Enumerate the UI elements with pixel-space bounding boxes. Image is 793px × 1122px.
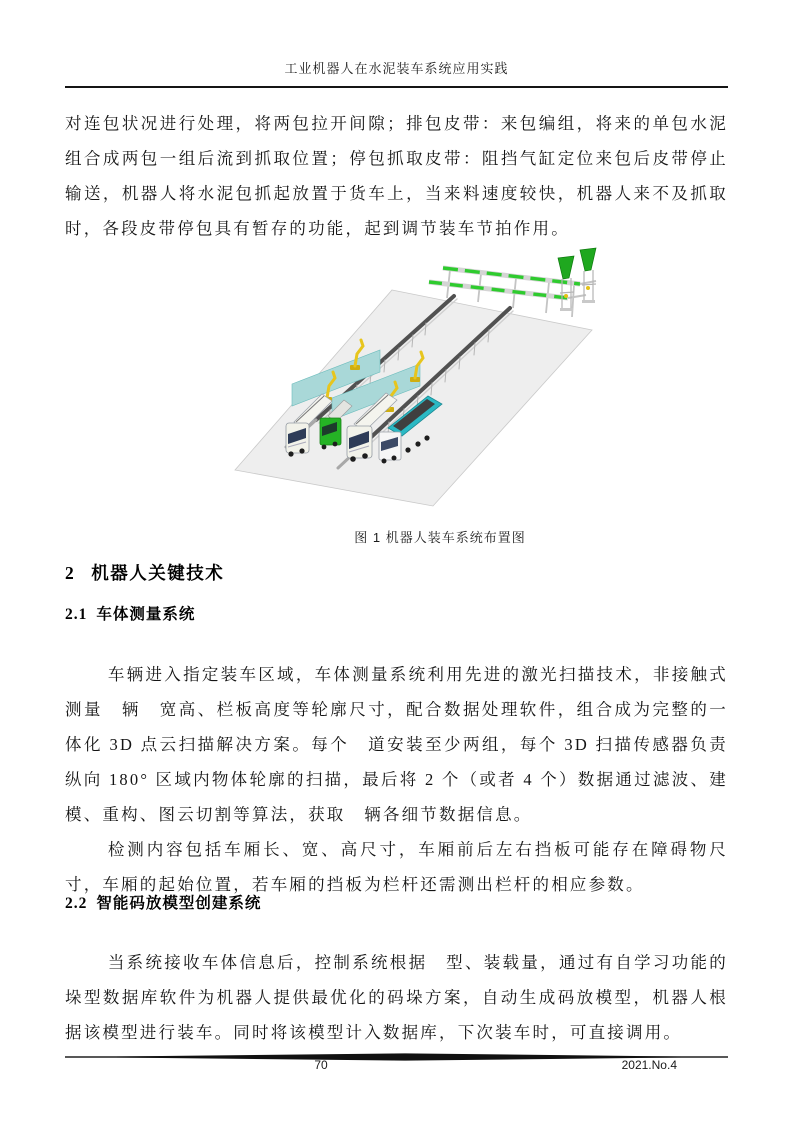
issue-label: 2021.No.4 (621, 1058, 677, 1072)
figure-caption: 图 1 机器人装车系统布置图 (354, 530, 526, 545)
page-number: 70 (314, 1058, 328, 1072)
header-rule (65, 86, 728, 88)
subsection-number: 2.2 (65, 895, 88, 912)
section-heading-2 (65, 560, 224, 585)
footer-rule (65, 1048, 728, 1056)
subsection-title: 智能码放模型创建系统 (96, 895, 262, 912)
figure-image (230, 238, 650, 510)
subsection-heading-2-1 (65, 602, 195, 624)
subsection-heading-2-2 (65, 891, 261, 913)
running-header-title: 工业机器人在水泥装车系统应用实践 (284, 61, 509, 76)
section-2-2-paragraph-1: 当系统接收车体信息后，控制系统根据 型、装载量，通过有自学习功能的垛型数据库软件为机器人提供最优化的码垛方案，自动生成码放模型，机器人根据该模型进行装车。同时将该模型计入数据库，下次装车时，可直接调用。 (65, 952, 728, 1042)
subsection-title: 车体测量系统 (96, 606, 196, 623)
section-title: 机器人关键技术 (91, 563, 225, 583)
section-number: 2 (65, 563, 76, 583)
section-2-1-paragraph-1: 车辆进入指定装车区域，车体测量系统利用先进的激光扫描技术，非接触式测量 辆 宽高、栏板高度等轮廓尺寸，配合数据处理软件，组合成为完整的一体化 3D 点云扫描解决方案。每个 道安装至少两组，每个 3D 扫描传感器负责纵向 180° 区域内物体轮廓的扫描，最后将 2 个（或者 4 个）数据通过滤波、建模、重构、图云切割等算法，获取 辆各细节数据信息。 (65, 664, 728, 824)
figure-robot-loading-system (230, 238, 650, 510)
intro-paragraph: 对连包状况进行处理，将两包拉开间隙；排包皮带：来包编组，将来的单包水泥组合成两包一组后流到抓取位置；停包抓取皮带：阻挡气缸定位来包后皮带停止输送，机器人将水泥包抓起放置于货车上，当来料速度较快，机器人来不及抓取时，各段皮带停包具有暂存的功能，起到调节装车节拍作用。 (65, 113, 728, 238)
subsection-number: 2.1 (65, 606, 88, 623)
section-2-1-paragraph-2: 检测内容包括车厢长、宽、高尺寸，车厢前后左右挡板可能存在障碍物尺寸，车厢的起始位置，若车厢的挡板为栏杆还需测出栏杆的相应参数。 (65, 839, 728, 894)
